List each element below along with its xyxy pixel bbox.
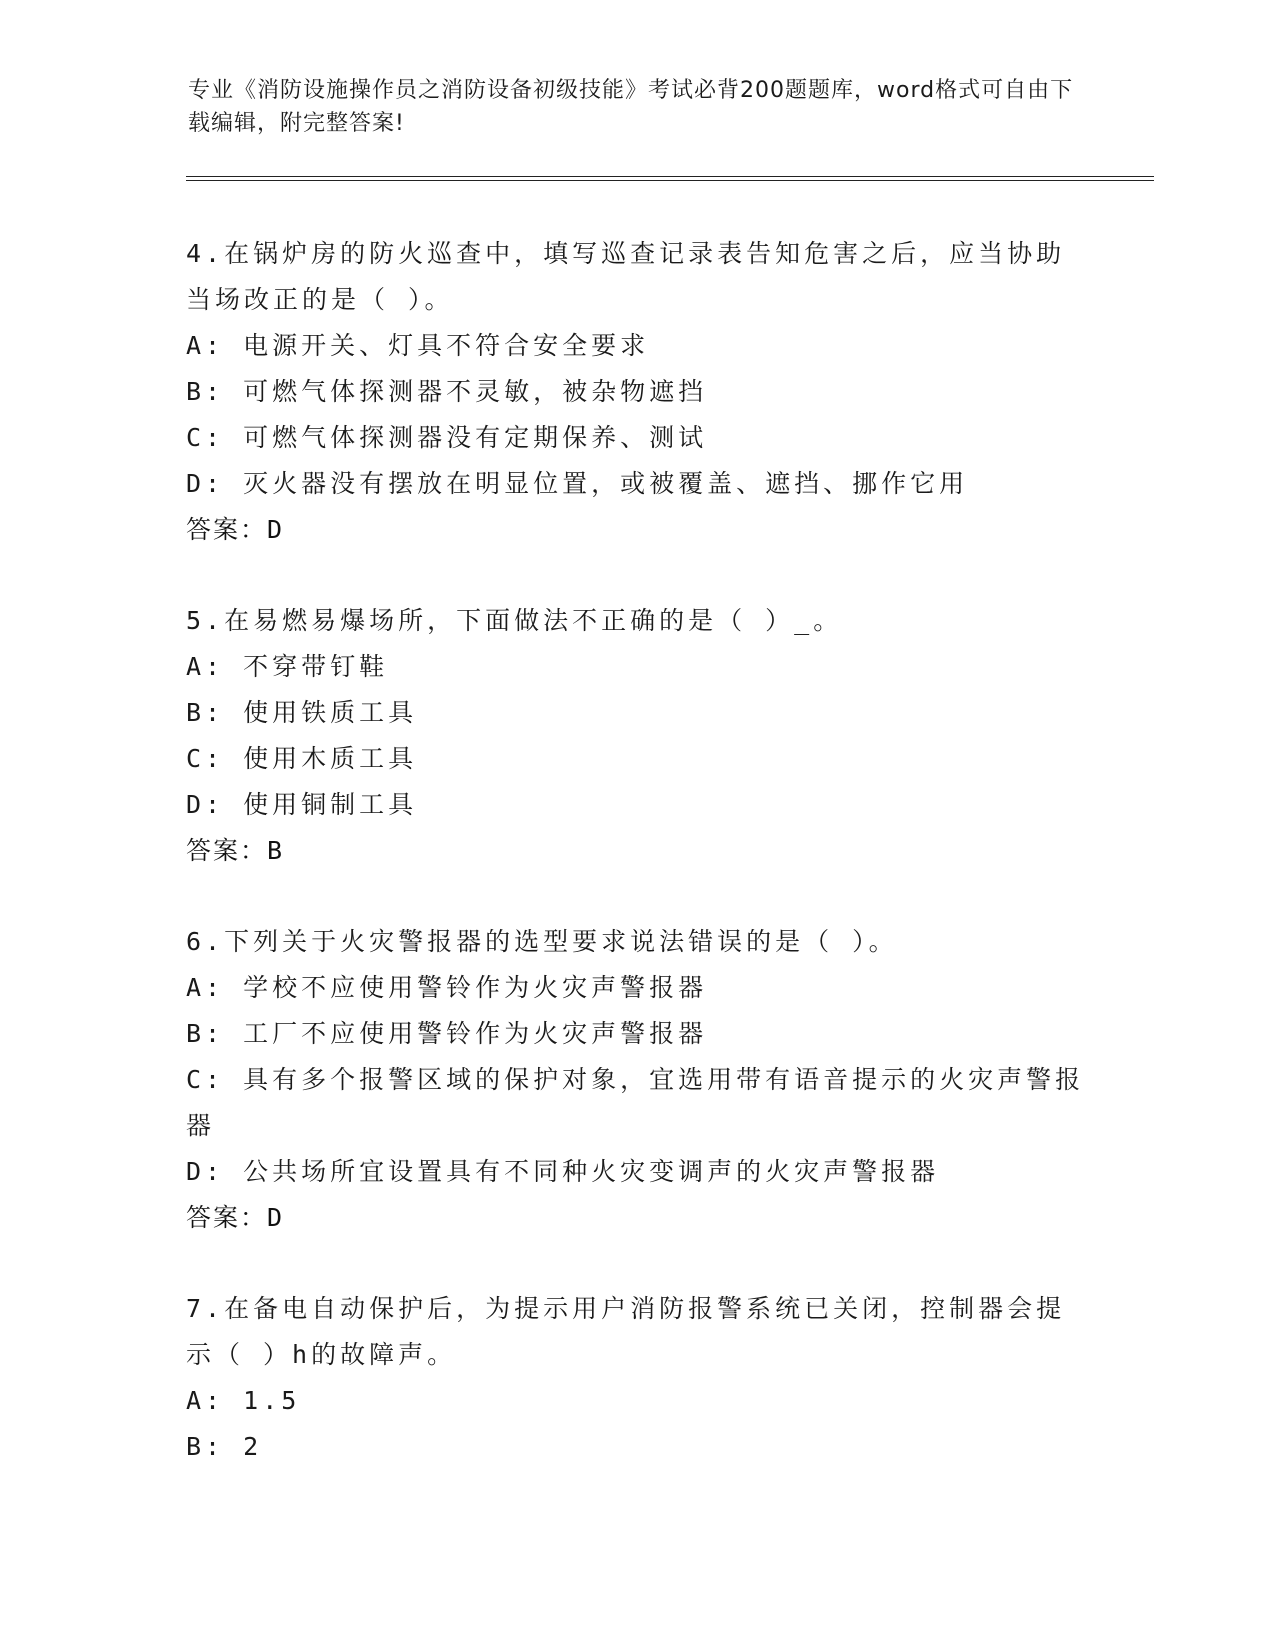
answer-label: 答案：	[186, 1203, 268, 1232]
option-c: C: 使用木质工具	[186, 744, 418, 773]
answer-value: B	[267, 836, 283, 865]
option-b: B: 使用铁质工具	[186, 698, 418, 727]
header-divider	[186, 176, 1154, 181]
question-stem: 示（ ）h的故障声。	[186, 1340, 457, 1369]
option-a: A: 电源开关、灯具不符合安全要求	[186, 331, 650, 360]
answer-value: D	[267, 515, 283, 544]
option-b: B: 工厂不应使用警铃作为火灾声警报器	[186, 1019, 708, 1048]
option-c: C: 具有多个报警区域的保护对象，宜选用带有语音提示的火灾声警报	[186, 1065, 1085, 1094]
option-a: A: 1.5	[186, 1386, 301, 1415]
question-item	[186, 598, 1086, 874]
answer-line	[186, 507, 1086, 553]
option-a: A: 不穿带钉鞋	[186, 652, 389, 681]
answer-label: 答案：	[186, 515, 268, 544]
question-item	[186, 231, 1086, 553]
option-c: C: 可燃气体探测器没有定期保养、测试	[186, 423, 708, 452]
question-item	[186, 919, 1086, 1241]
question-stem: 7.在备电自动保护后，为提示用户消防报警系统已关闭，控制器会提	[186, 1294, 1066, 1323]
option-c-continued: 器	[186, 1111, 216, 1140]
answer-value: D	[267, 1203, 283, 1232]
option-d: D: 公共场所宜设置具有不同种火灾变调声的火灾声警报器	[186, 1157, 940, 1186]
question-item	[186, 1286, 1086, 1470]
answer-label: 答案：	[186, 836, 268, 865]
option-b: B: 可燃气体探测器不灵敏，被杂物遮挡	[186, 377, 708, 406]
answer-line	[186, 828, 1086, 874]
option-d: D: 灭火器没有摆放在明显位置，或被覆盖、遮挡、挪作它用	[186, 469, 969, 498]
answer-line	[186, 1195, 1086, 1241]
question-list	[186, 231, 1086, 1515]
option-a: A: 学校不应使用警铃作为火灾声警报器	[186, 973, 708, 1002]
question-stem: 当场改正的是（ ）。	[186, 285, 454, 314]
question-stem: 6.下列关于火灾警报器的选型要求说法错误的是（ ）。	[186, 927, 898, 956]
option-b: B: 2	[186, 1432, 263, 1461]
document-header: 专业《消防设施操作员之消防设备初级技能》考试必背200题题库，word格式可自由下载编辑，附完整答案!	[188, 78, 1074, 136]
question-stem: 5.在易燃易爆场所，下面做法不正确的是（ ）_。	[186, 606, 843, 635]
option-d: D: 使用铜制工具	[186, 790, 418, 819]
question-stem: 4.在锅炉房的防火巡查中，填写巡查记录表告知危害之后，应当协助	[186, 239, 1066, 268]
